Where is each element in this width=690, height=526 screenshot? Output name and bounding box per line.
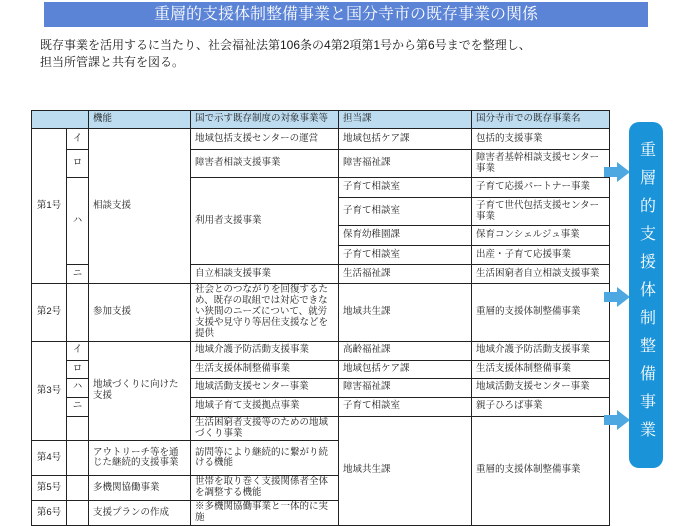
cell-function-g3: 地域づくりに向けた支援 <box>89 341 191 441</box>
cell-national-program: 障害者相談支援事業 <box>191 150 339 178</box>
cell-no-g4: 第4号 <box>32 441 67 476</box>
cell-function-g2: 参加支援 <box>89 284 191 342</box>
arrow-tail <box>604 415 617 425</box>
header-row <box>32 111 610 129</box>
cell-branch: イ <box>67 129 89 150</box>
cell-city-program: 地域活動支援センター事業 <box>472 378 610 397</box>
cell-department: 地域包括ケア課 <box>339 129 472 150</box>
cell-no-g3: 第3号 <box>32 341 67 441</box>
cell-branch-empty <box>67 476 89 501</box>
right-arrow-icon <box>604 162 630 182</box>
cell-department-merged: 地域共生課 <box>339 416 472 526</box>
page-title: 重層的支援体制整備事業と国分寺市の既存事業の関係 <box>44 2 648 27</box>
cell-branch-empty <box>67 416 89 441</box>
cell-national-program: 社会とのつながりを回復するため、既存の取組では対応できない狭間のニーズについて、就労支援や見守り等居住支援などを提供 <box>191 284 339 342</box>
intro-text-line2: 担当所管課と共有を図る。 <box>40 55 185 70</box>
cell-national-program: 地域子育て支援拠点事業 <box>191 397 339 416</box>
cell-branch-empty <box>67 441 89 476</box>
col-header-department: 担当課 <box>339 111 472 129</box>
cell-branch: ハ <box>67 178 89 265</box>
cell-national-program: 訪問等により継続的に繋がり続ける機能 <box>191 441 339 476</box>
cell-no-g2: 第2号 <box>32 284 67 342</box>
cell-national-program: 地域介護予防活動支援事業 <box>191 341 339 360</box>
cell-city-program: 保育コンシェルジュ事業 <box>472 226 610 246</box>
cell-department: 子育て相談室 <box>339 178 472 198</box>
right-arrow-icon <box>604 410 630 430</box>
cell-city-program-merged: 重層的支援体制整備事業 <box>472 416 610 526</box>
cell-national-program: 地域活動支援センター事業 <box>191 378 339 397</box>
cell-function-g5: 多機関協働事業 <box>89 476 191 501</box>
cell-department: 子育て相談室 <box>339 246 472 265</box>
cell-function-g1: 相談支援 <box>89 129 191 284</box>
cell-department: 障害福祉課 <box>339 150 472 178</box>
cell-no-g5: 第5号 <box>32 476 67 501</box>
cell-no-g6: 第6号 <box>32 501 67 526</box>
table-row <box>32 284 610 342</box>
col-header-blank <box>32 111 89 129</box>
cell-national-program: 世帯を取り巻く支援関係者全体を調整する機能 <box>191 476 339 501</box>
cell-branch: ロ <box>67 360 89 378</box>
arrow-tail <box>604 292 617 302</box>
arrow-tail <box>604 167 617 177</box>
col-header-city-program: 国分寺市での既存事業名 <box>472 111 610 129</box>
cell-city-program: 障害者基幹相談支援センター事業 <box>472 150 610 178</box>
cell-city-program: 重層的支援体制整備事業 <box>472 284 610 342</box>
intro-text-line1: 既存事業を活用するに当たり、社会福祉法第106条の4第2項第1号から第6号までを整理し、 <box>40 38 531 52</box>
cell-department: 保育幼稚園課 <box>339 226 472 246</box>
cell-branch: ニ <box>67 265 89 284</box>
cell-no-g1: 第1号 <box>32 129 67 284</box>
table-row <box>32 129 610 150</box>
cell-national-program: 生活困窮者支援等のための地域づくり事業 <box>191 416 339 441</box>
cell-function-g6: 支援プランの作成 <box>89 501 191 526</box>
col-header-function: 機能 <box>89 111 191 129</box>
cell-city-program: 包括的支援事業 <box>472 129 610 150</box>
cell-department: 地域包括ケア課 <box>339 360 472 378</box>
relation-table <box>31 110 610 526</box>
callout-label: 重層的支援体制整備事業 <box>637 141 655 449</box>
callout-banner <box>629 122 663 468</box>
cell-city-program: 親子ひろば事業 <box>472 397 610 416</box>
cell-department: 障害福祉課 <box>339 378 472 397</box>
cell-national-program: 地域包括支援センターの運営 <box>191 129 339 150</box>
cell-national-program: 生活支援体制整備事業 <box>191 360 339 378</box>
cell-city-program: 地域介護予防活動支援事業 <box>472 341 610 360</box>
cell-department: 生活福祉課 <box>339 265 472 284</box>
cell-city-program: 子育て応援パートナー事業 <box>472 178 610 198</box>
cell-national-program: 自立相談支援事業 <box>191 265 339 284</box>
cell-city-program: 生活支援体制整備事業 <box>472 360 610 378</box>
cell-national-program: ※多機関協働事業と一体的に実施 <box>191 501 339 526</box>
cell-department: 子育て相談室 <box>339 198 472 226</box>
cell-branch: ハ <box>67 378 89 397</box>
cell-national-program: 利用者支援事業 <box>191 178 339 265</box>
cell-branch: ニ <box>67 397 89 416</box>
cell-branch: イ <box>67 341 89 360</box>
cell-city-program: 子育て世代包括支援センター事業 <box>472 198 610 226</box>
table-row <box>32 341 610 360</box>
cell-function-g4: アウトリーチ等を通じた継続的支援事業 <box>89 441 191 476</box>
cell-city-program: 出産・子育て応援事業 <box>472 246 610 265</box>
intro-text <box>40 37 640 72</box>
cell-department: 子育て相談室 <box>339 397 472 416</box>
cell-department: 地域共生課 <box>339 284 472 342</box>
cell-branch-empty <box>67 501 89 526</box>
col-header-national-program: 国で示す既存制度の対象事業等 <box>191 111 339 129</box>
cell-branch-empty <box>67 284 89 342</box>
cell-city-program: 生活困窮者自立相談支援事業 <box>472 265 610 284</box>
cell-branch: ロ <box>67 150 89 178</box>
cell-department: 高齢福祉課 <box>339 341 472 360</box>
right-arrow-icon <box>604 287 630 307</box>
